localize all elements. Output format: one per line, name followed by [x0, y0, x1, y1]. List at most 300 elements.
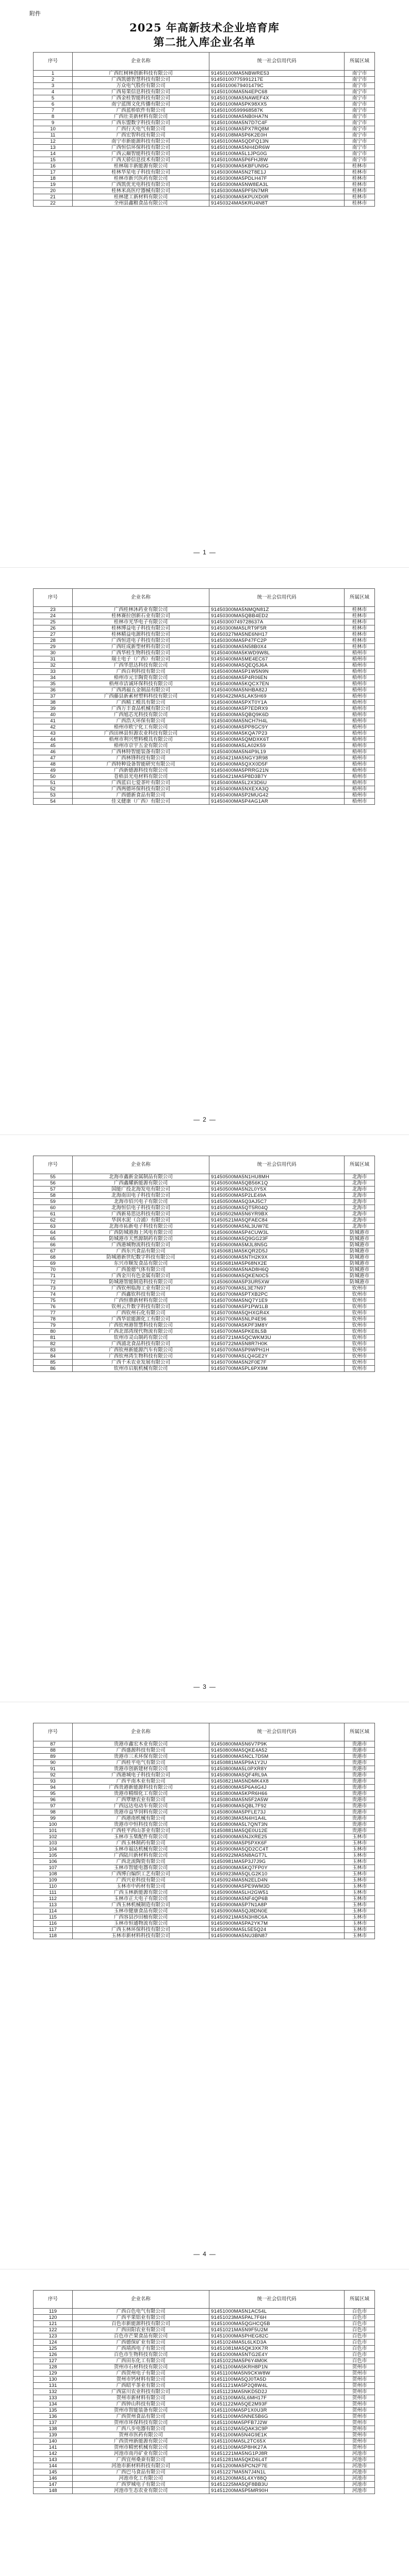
company-name: 钦州市灵山制药有限公司	[73, 1335, 209, 1341]
table-row	[34, 1809, 375, 1816]
table-row	[34, 2414, 375, 2420]
company-name: 广西蓝桥软件有限公司	[73, 108, 209, 114]
table-row	[34, 1785, 375, 1791]
region: 贵港市	[345, 1797, 375, 1803]
document-page	[0, 1134, 409, 1702]
credit-code: 91450327MA5NE6NH17	[209, 632, 345, 638]
row-seq: 131	[34, 2383, 73, 2389]
page-number-value: 1	[203, 549, 206, 556]
row-seq: 95	[34, 1791, 73, 1797]
row-seq: 121	[34, 2321, 73, 2327]
company-name: 广西田阳农业有限公司	[73, 2327, 209, 2333]
region: 贵港市	[345, 1748, 375, 1754]
company-name: 广西田东化工有限公司	[73, 2358, 209, 2364]
table-row	[34, 1224, 375, 1230]
company-name: 广西华桂生物科技有限公司	[73, 650, 209, 656]
credit-code: 91450600MA5MJL8N5G	[209, 1242, 345, 1248]
region: 玉林市	[345, 1896, 375, 1902]
row-seq: 108	[34, 1871, 73, 1877]
region: 百色市	[345, 2333, 375, 2340]
row-seq: 125	[34, 2346, 73, 2352]
company-name: 广西两德环保科技有限公司	[73, 786, 209, 792]
company-name: 南宁蓝图文化传播有限公司	[73, 101, 209, 108]
company-name: 广西巴马食品有限公司	[73, 2469, 209, 2476]
row-seq: 67	[34, 1248, 73, 1255]
header-area: 所属区域	[345, 1156, 375, 1174]
credit-code: 91450100MA5PK98XX5	[209, 101, 345, 108]
row-seq: 138	[34, 2426, 73, 2432]
table-row	[34, 1822, 375, 1828]
company-name: 华润水泥（合浦）有限公司	[73, 1217, 209, 1224]
region: 钦州市	[345, 1310, 375, 1316]
table-row	[34, 1353, 375, 1360]
table-row	[34, 700, 375, 706]
region: 南宁市	[345, 101, 375, 108]
region: 贺州市	[345, 2438, 375, 2445]
table-row	[34, 774, 375, 780]
header-seq: 序号	[34, 589, 73, 607]
table-row	[34, 182, 375, 188]
table-row	[34, 1248, 375, 1255]
region: 桂林市	[345, 625, 375, 632]
credit-code: 91450300MA5NW8EA3L	[209, 182, 345, 188]
region: 百色市	[345, 2327, 375, 2333]
region: 桂林市	[345, 619, 375, 625]
credit-code: 91450100MA5NBWRE53	[209, 71, 345, 77]
page-number-dash-left: —	[193, 1116, 200, 1123]
company-name: 全州县鑫粮食品有限公司	[73, 200, 209, 207]
table-row	[34, 669, 375, 675]
row-seq: 32	[34, 663, 73, 669]
table-row	[34, 724, 375, 731]
region: 梧州市	[345, 675, 375, 681]
company-name: 玉林市智能电器有限公司	[73, 1865, 209, 1871]
region: 贺州市	[345, 2420, 375, 2426]
region: 梧州市	[345, 792, 375, 799]
table-row	[34, 151, 375, 157]
company-name: 桂林精益电源科技有限公司	[73, 632, 209, 638]
company-name: 广西宏智科技有限公司	[73, 132, 209, 139]
company-name: 广西港城物流科技有限公司	[73, 1242, 209, 1248]
company-name: 广西容县沙田柚有限公司	[73, 1914, 209, 1921]
credit-code: 91450900MA5NF4QP6B	[209, 1896, 345, 1902]
region: 玉林市	[345, 1846, 375, 1853]
company-name: 北海恒信电子科技有限公司	[73, 1205, 209, 1211]
credit-code: 91451100MA5L6MH17F	[209, 2395, 345, 2401]
credit-code: 91451000MA5QGHCQ5B	[209, 2321, 345, 2327]
region: 北海市	[345, 1199, 375, 1205]
credit-code: 91450300MA5LRT9F5R	[209, 625, 345, 632]
row-seq: 5	[34, 95, 73, 101]
credit-code: 91450900MA5L5E5Q24	[209, 1927, 345, 1933]
table-row	[34, 1927, 375, 1933]
header-code: 统一社会信用代码	[209, 589, 345, 607]
row-seq: 79	[34, 1323, 73, 1329]
credit-code: 91451000MA5NTG2E4Y	[209, 2352, 345, 2358]
region: 北海市	[345, 1217, 375, 1224]
document-page	[0, 0, 409, 567]
enterprise-table	[33, 588, 375, 805]
region: 桂林市	[345, 194, 375, 200]
credit-code: 91450324MA5KRU4N8T	[209, 200, 345, 207]
row-seq: 142	[34, 2451, 73, 2457]
region: 南宁市	[345, 114, 375, 120]
region: 防城港市	[345, 1273, 375, 1279]
row-seq: 78	[34, 1316, 73, 1323]
page-number-value: 3	[203, 1683, 206, 1690]
company-name: 广西宜州桑蚕有限公司	[73, 2457, 209, 2463]
row-seq: 33	[34, 669, 73, 675]
table-row	[34, 95, 375, 101]
credit-code: 91450400MA5QXX0D5F	[209, 761, 345, 768]
credit-code: 91450521MA5QFAEC84	[209, 1217, 345, 1224]
region: 南宁市	[345, 151, 375, 157]
company-name: 桂林建工新材料有限公司	[73, 194, 209, 200]
company-name: 广西蓝启七爱茶叶有限公司	[73, 780, 209, 786]
row-seq: 48	[34, 761, 73, 768]
table-row	[34, 1335, 375, 1341]
credit-code: 91450900MA5LH2GW51	[209, 1890, 345, 1896]
company-name: 广西特种设备智能研究有限公司	[73, 761, 209, 768]
region: 梧州市	[345, 681, 375, 687]
header-seq: 序号	[34, 53, 73, 71]
row-seq: 35	[34, 681, 73, 687]
credit-code: 91450722MA5N8R7H0K	[209, 1341, 345, 1347]
table-row	[34, 1840, 375, 1846]
header-area: 所属区域	[345, 1723, 375, 1741]
row-seq: 124	[34, 2340, 73, 2346]
row-seq: 36	[34, 687, 73, 693]
row-seq: 34	[34, 675, 73, 681]
table-row	[34, 2377, 375, 2383]
company-name: 广西新德源科技有限公司	[73, 768, 209, 774]
region: 贵港市	[345, 1803, 375, 1809]
credit-code: 91450400MA5L2X3D6U	[209, 780, 345, 786]
table-row	[34, 2420, 375, 2426]
table-row	[34, 2383, 375, 2389]
row-seq: 143	[34, 2457, 73, 2463]
region: 梧州市	[345, 774, 375, 780]
credit-code: 91450100599968587K	[209, 108, 345, 114]
credit-code: 91450700MA5L3E7N97	[209, 1285, 345, 1292]
company-name: 百色市生物科技有限公司	[73, 2352, 209, 2358]
region: 贺州市	[345, 2370, 375, 2377]
credit-code: 91450600MA5P4CUW3L	[209, 1230, 345, 1236]
region: 钦州市	[345, 1304, 375, 1310]
credit-code: 91450700MA5N2F0E7F	[209, 1360, 345, 1366]
company-name: 广西万丰食品机械有限公司	[73, 706, 209, 712]
header-area: 所属区域	[345, 53, 375, 71]
company-name: 玉林市恒通物流有限公司	[73, 1921, 209, 1927]
region: 玉林市	[345, 1865, 375, 1871]
company-name: 广西靖西电子有限公司	[73, 2346, 209, 2352]
company-name: 贺州市石材科技有限公司	[73, 2364, 209, 2370]
table-row	[34, 2438, 375, 2445]
credit-code: 91450500MA5Q3AJ5C7	[209, 1199, 345, 1205]
region: 北海市	[345, 1224, 375, 1230]
region: 桂林市	[345, 644, 375, 650]
credit-code: 91450400MA5KQA7P23	[209, 731, 345, 737]
credit-code: 91450400MA5NHBA82J	[209, 687, 345, 693]
company-name: 梧州市洁诚环保科技有限公司	[73, 681, 209, 687]
credit-code: 91450500MA5QB56K1Q	[209, 1180, 345, 1187]
region: 梧州市	[345, 687, 375, 693]
company-name: 广西钦州湾生物科技有限公司	[73, 1353, 209, 1360]
company-name: 广西陆川新材料有限公司	[73, 1853, 209, 1859]
table-row	[34, 1187, 375, 1193]
table-row	[34, 126, 375, 132]
table-row	[34, 1865, 375, 1871]
table-row	[34, 1180, 375, 1187]
table-row	[34, 792, 375, 799]
table-row	[34, 2364, 375, 2370]
region: 梧州市	[345, 650, 375, 656]
region: 贺州市	[345, 2414, 375, 2420]
credit-code: 91450800MA5PFLE73J	[209, 1809, 345, 1816]
region: 贺州市	[345, 2395, 375, 2401]
company-name: 广西恒鼎新材料有限公司	[73, 1298, 209, 1304]
row-seq: 148	[34, 2488, 73, 2494]
region: 梧州市	[345, 799, 375, 805]
row-seq: 31	[34, 656, 73, 663]
row-seq: 19	[34, 182, 73, 188]
table-row	[34, 1846, 375, 1853]
row-seq: 2	[34, 77, 73, 83]
region: 南宁市	[345, 139, 375, 145]
company-name: 广西恒进电子科技有限公司	[73, 638, 209, 644]
region: 南宁市	[345, 145, 375, 151]
row-seq: 105	[34, 1853, 73, 1859]
credit-code: 91450422MA5LAK5H69	[209, 693, 345, 700]
region: 桂林市	[345, 176, 375, 182]
table-row	[34, 1902, 375, 1908]
company-name: 广西林特智能装备有限公司	[73, 749, 209, 755]
row-seq: 58	[34, 1193, 73, 1199]
table-row	[34, 706, 375, 712]
table-row	[34, 157, 375, 163]
credit-code: 91450400MA5QEQ5J6A	[209, 663, 345, 669]
credit-code: 91450400MA5P4AG1AR	[209, 799, 345, 805]
credit-code: 91450400MA5QMDXK6T	[209, 737, 345, 743]
table-row	[34, 1298, 375, 1304]
company-name: 广西凯优光电科技有限公司	[73, 182, 209, 188]
company-name: 广西远达电动车有限公司	[73, 1803, 209, 1809]
region: 防城港市	[345, 1255, 375, 1261]
credit-code: 91450922MA5N8AGT7L	[209, 1853, 345, 1859]
company-name: 广西云巅智能科技有限公司	[73, 151, 209, 157]
table-row	[34, 1347, 375, 1353]
table-row	[34, 1292, 375, 1298]
region: 贺州市	[345, 2389, 375, 2395]
credit-code: 91451023MA5PAL7F6H	[209, 2315, 345, 2321]
row-seq: 96	[34, 1797, 73, 1803]
company-name: 广西百利科技有限公司	[73, 669, 209, 675]
region: 钦州市	[345, 1353, 375, 1360]
credit-code: 91450400MA5P1W5N9N	[209, 669, 345, 675]
region: 贵港市	[345, 1809, 375, 1816]
company-name: 广西百色电气有限公司	[73, 2309, 209, 2315]
row-seq: 8	[34, 114, 73, 120]
table-row	[34, 619, 375, 625]
company-name: 桂林华星电子科技有限公司	[73, 170, 209, 176]
page-number	[0, 2250, 409, 2258]
company-name: 广西钦州港智慧科技有限公司	[73, 1323, 209, 1329]
row-seq: 50	[34, 774, 73, 780]
credit-code: 91450400MA5ME4EC67	[209, 656, 345, 663]
table-row	[34, 2401, 375, 2408]
region: 北海市	[345, 1211, 375, 1217]
table-row	[34, 650, 375, 656]
company-name: 广西覃塘农业有限公司	[73, 1797, 209, 1803]
company-name: 广西贺州新能源有限公司	[73, 2438, 209, 2445]
table-row	[34, 799, 375, 805]
header-area: 所属区域	[345, 589, 375, 607]
region: 防城港市	[345, 1279, 375, 1285]
row-seq: 90	[34, 1760, 73, 1766]
company-name: 北海南田电子科技有限公司	[73, 1193, 209, 1199]
region: 百色市	[345, 2346, 375, 2352]
row-seq: 10	[34, 126, 73, 132]
company-name: 广西千禾农业发展有限公司	[73, 1360, 209, 1366]
credit-code: 91450700MA5PTXB2PC	[209, 1292, 345, 1298]
region: 桂林市	[345, 188, 375, 194]
row-seq: 30	[34, 650, 73, 656]
header-seq: 序号	[34, 1156, 73, 1174]
region: 贵港市	[345, 1754, 375, 1760]
credit-code: 91450600MA5Q9GG23F	[209, 1236, 345, 1242]
credit-code: 91450700MA5NQ7Y1E9	[209, 1298, 345, 1304]
company-name: 广西钦州石化有限公司	[73, 1310, 209, 1316]
region: 贵港市	[345, 1822, 375, 1828]
table-row	[34, 1316, 375, 1323]
credit-code: 91451100MA5QJ0TA5D	[209, 2377, 345, 2383]
row-seq: 99	[34, 1816, 73, 1822]
row-seq: 64	[34, 1230, 73, 1236]
credit-code: 91450400MA5PP8GC9Y	[209, 724, 345, 731]
credit-code: 91450300MA5QBB4ED2	[209, 613, 345, 619]
region: 钦州市	[345, 1366, 375, 1372]
company-name: 广西德新食品有限公司	[73, 792, 209, 799]
company-name: 广西玉林新能源有限公司	[73, 1890, 209, 1896]
company-name: 广西德保矿业有限公司	[73, 2340, 209, 2346]
company-name: 广西防城港海上风电有限公司	[73, 1230, 209, 1236]
region: 贵港市	[345, 1772, 375, 1778]
region: 玉林市	[345, 1884, 375, 1890]
document-page	[0, 1702, 409, 2269]
table-row	[34, 1242, 375, 1248]
table-row	[34, 89, 375, 95]
region: 桂林市	[345, 638, 375, 644]
table-row	[34, 1205, 375, 1211]
row-seq: 54	[34, 799, 73, 805]
credit-code: 91450300MA5KBFUN9G	[209, 163, 345, 170]
row-seq: 97	[34, 1803, 73, 1809]
table-row	[34, 71, 375, 77]
table-row	[34, 2408, 375, 2414]
credit-code: 91450900MA5PE9WM3D	[209, 1884, 345, 1890]
credit-code: 91451100MA5L2TC65X	[209, 2438, 345, 2445]
row-seq: 119	[34, 2309, 73, 2315]
credit-code: 91450800MA5P6A4G4J	[209, 1785, 345, 1791]
table-row	[34, 1778, 375, 1785]
table-row	[34, 2457, 375, 2463]
table-row	[34, 1816, 375, 1822]
company-name: 桂林瑞丰新能源有限公司	[73, 163, 209, 170]
table-row	[34, 2432, 375, 2438]
row-seq: 72	[34, 1279, 73, 1285]
credit-code: 91451123MA5NKD5D2J	[209, 2389, 345, 2395]
row-seq: 49	[34, 768, 73, 774]
row-seq: 55	[34, 1174, 73, 1180]
company-name: 防城港市天然源制药有限公司	[73, 1236, 209, 1242]
credit-code: 91450400MA5NCH7H4L	[209, 718, 345, 724]
table-row	[34, 2327, 375, 2333]
company-name: 广西玉林机械制造有限公司	[73, 1902, 209, 1908]
row-seq: 132	[34, 2389, 73, 2395]
table-row	[34, 1230, 375, 1236]
region: 玉林市	[345, 1927, 375, 1933]
credit-code: 91451200MA5L4XY88Q	[209, 2476, 345, 2482]
row-seq: 68	[34, 1255, 73, 1261]
row-seq: 25	[34, 619, 73, 625]
table-row	[34, 768, 375, 774]
table-row	[34, 2315, 375, 2321]
company-name: 百色市新能源科技有限公司	[73, 2321, 209, 2327]
table-row	[34, 1236, 375, 1242]
table-row	[34, 1748, 375, 1754]
region: 钦州市	[345, 1347, 375, 1353]
region: 梧州市	[345, 700, 375, 706]
table-row	[34, 1174, 375, 1180]
region: 贵港市	[345, 1760, 375, 1766]
page-number-dash-left: —	[193, 2250, 200, 2258]
table-row	[34, 83, 375, 89]
company-name: 玉林市福达机械有限公司	[73, 1846, 209, 1853]
row-seq: 118	[34, 1933, 73, 1939]
credit-code: 91450721MA5QCWKM3U	[209, 1335, 345, 1341]
row-seq: 56	[34, 1180, 73, 1187]
company-name: 广西田林县恒源农业科技有限公司	[73, 731, 209, 737]
credit-code: 91450921MA5N3H8C6A	[209, 1914, 345, 1921]
company-name: 广西藤县新素材塑料科技有限公司	[73, 693, 209, 700]
row-seq: 26	[34, 625, 73, 632]
row-seq: 63	[34, 1224, 73, 1230]
table-row	[34, 2476, 375, 2482]
table-row	[34, 120, 375, 126]
company-name: 广西恒信环保科技有限公司	[73, 145, 209, 151]
row-seq: 129	[34, 2370, 73, 2377]
credit-code: 91450100MA5N7D7C4F	[209, 120, 345, 126]
table-row	[34, 1323, 375, 1329]
table-row	[34, 632, 375, 638]
company-name: 广西富川农业科技有限公司	[73, 2389, 209, 2395]
table-row	[34, 1267, 375, 1273]
row-seq: 39	[34, 706, 73, 712]
table-header-row	[34, 589, 375, 607]
company-name: 贵港市精细化工有限公司	[73, 1791, 209, 1797]
row-seq: 13	[34, 145, 73, 151]
credit-code: 91450400MA5LA02K59	[209, 743, 345, 749]
credit-code: 91451100MA5KRH8P1N	[209, 2364, 345, 2370]
row-seq: 89	[34, 1754, 73, 1760]
row-seq: 87	[34, 1741, 73, 1748]
credit-code: 91451100MA5P8HK27A	[209, 2445, 345, 2451]
company-name: 广西行天电气有限公司	[73, 126, 209, 132]
row-seq: 93	[34, 1778, 73, 1785]
region: 玉林市	[345, 1853, 375, 1859]
region: 玉林市	[345, 1859, 375, 1865]
credit-code: 91451100MA5NNE5B6G	[209, 2414, 345, 2420]
